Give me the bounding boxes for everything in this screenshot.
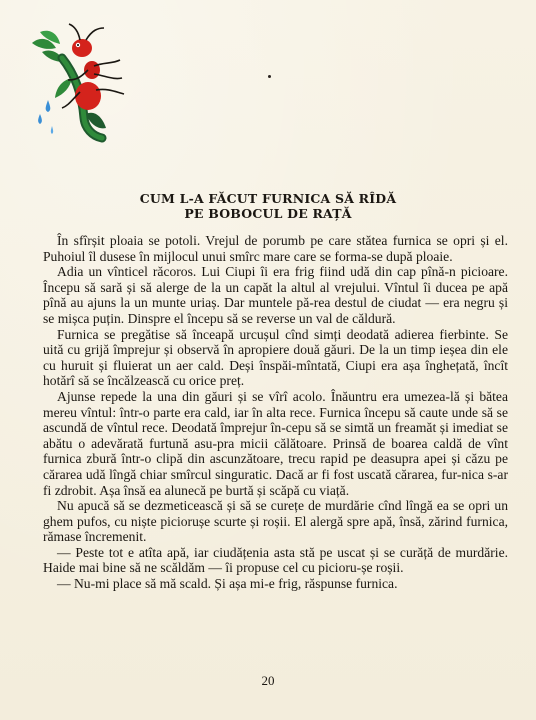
dialogue-paragraph: — Nu-mi place să mă scald. Și așa mi-e frig, răspunse furnica. <box>57 576 398 592</box>
paragraph: Furnica se pregătise să înceapă urcușul cînd simți deodată adierea fierbinte. Se uită cu grijă împrejur și observă în apropiere două găuri. De la un timp ieșea din ele cu huruit și fluierat un aer cald. Deși înspăi-mîntată, Ciupi era așa înghețată, încît hotărî să se încălzească cu orice preț. <box>43 326 508 389</box>
ant-on-corn-stalk-illustration <box>22 18 137 148</box>
water-drop-icon <box>51 126 53 134</box>
water-drop-icon <box>46 100 51 112</box>
paragraph: În sfîrșit ploaia se potoli. Vrejul de porumb pe care stătea furnica se opri și el. Puhoiul îl dusese în mijlocul unui smîrc mare care se forma-se după ploaie. <box>43 233 508 264</box>
story-title <box>0 191 536 221</box>
paragraph: Ajunse repede la una din găuri și se vîrî acolo. Înăuntru era umezea-lă și bătea mereu vîntul: într-o parte era cald, iar în alta rece. Furnica începu să caute unde să se ascundă de vîntul rece. Deodată împrejur în-cepu să se simtă un freamăt și imediat se abătu o adevărată furtună asu-pra micii călătoare. Prinsă de boarea caldă de vînt furnica zbură într-o clipă din ascunzătoare, trecu rapid pe deasupra apei și căzu pe cărarea udă lîngă chiar smîrcul singuratic. Dacă ar fi fost uscată cărarea, fur-nica s-ar fi zdrobit. Așa însă ea alunecă pe burtă și scăpă cu viață. <box>43 388 508 498</box>
paragraph: Nu apucă să se dezmeticească și să se curețe de murdărie cînd lîngă ea se opri un ghem pufos, cu niște piciorușe scurte și roșii. El alergă spre apă, însă, zărind furnica, rămase încremenit. <box>43 498 508 545</box>
paragraph: Adia un vînticel răcoros. Lui Ciupi îi era frig fiind udă din cap pînă-n picioare. Începu să sară și să alerge de la un capăt la altul al vrejului. Vîntul îi ducea pe apă pînă au ajuns la un munte uriaș. Dar muntele pă-rea destul de ciudat — era negru și se mișca puțin. Dinspre el începu să se reverse un val de căldură. <box>43 264 508 326</box>
dialogue-paragraph: — Peste tot e atîta apă, iar ciudățenia asta stă pe uscat și se curăță de murdărie. Haide mai bine să ne scăldăm — îi propuse cel cu picioru-șe roșii. <box>43 544 508 576</box>
story-title-line-1: CUM L-A FĂCUT FURNICA SĂ RÎDĂ <box>139 191 397 206</box>
story-body <box>43 233 508 592</box>
page-number: 20 <box>261 673 275 688</box>
story-title-line-2: PE BOBOCUL DE RAȚĂ <box>184 206 352 221</box>
printing-speck <box>268 75 271 78</box>
water-drop-icon <box>38 114 42 124</box>
